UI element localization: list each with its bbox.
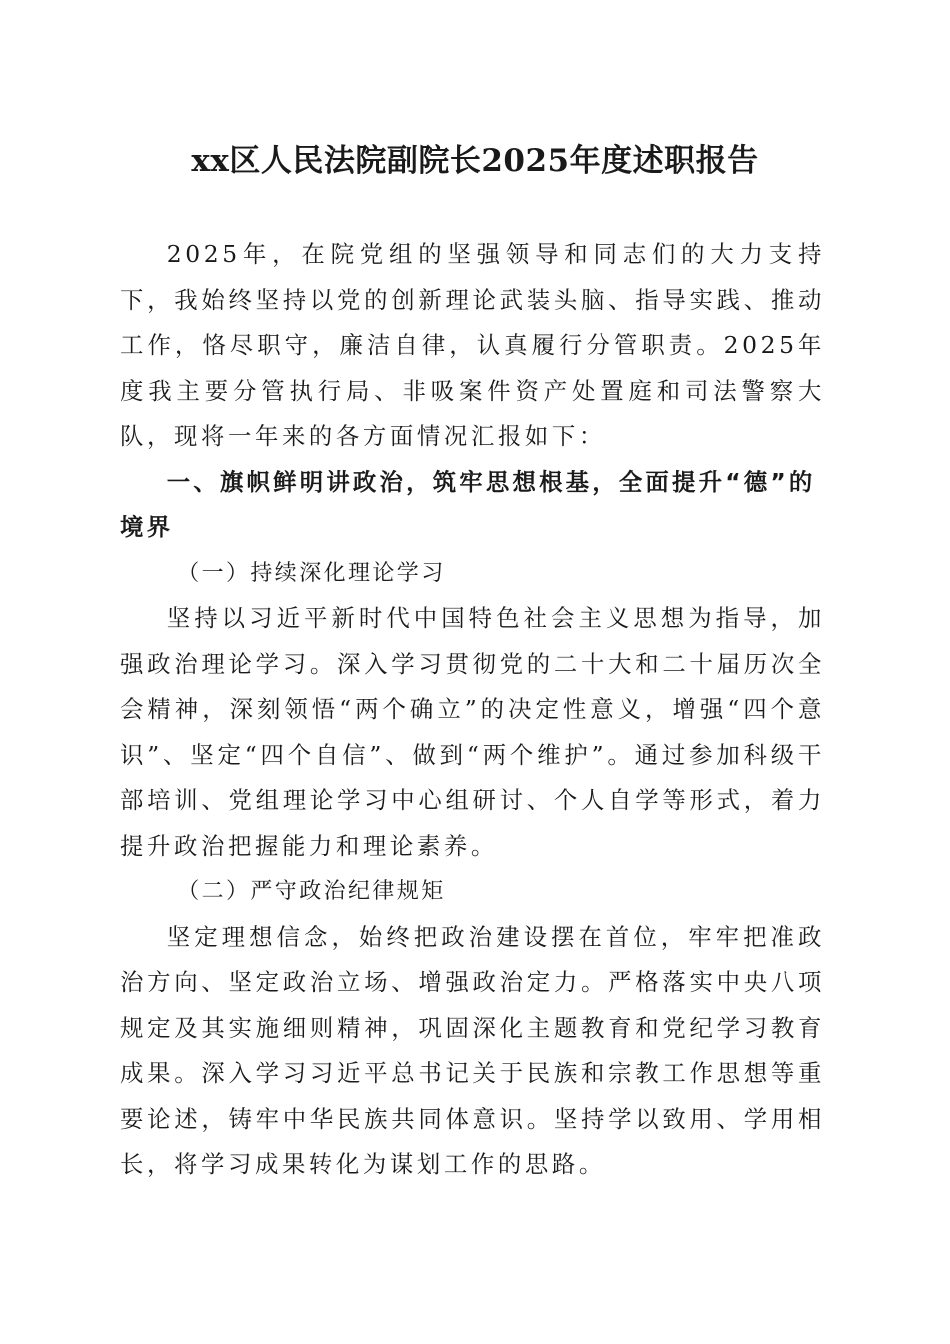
subsection-1-paragraph: 坚持以习近平新时代中国特色社会主义思想为指导，加强政治理论学习。深入学习贯彻党的二十大和二十届历次全会精神，深刻领悟“两个确立”的决定性意义，增强“四个意识”、坚定“四个自信”、做到“两个维护”。通过参加科级干部培训、党组理论学习中心组研讨、个人自学等形式，着力提升政治把握能力和理论素养。 bbox=[120, 604, 825, 860]
document-body bbox=[120, 232, 825, 1188]
section-1-heading: 一、旗帜鲜明讲政治，筑牢思想根基，全面提升“德”的境界 bbox=[120, 467, 816, 541]
subsection-1-heading: （一）持续深化理论学习 bbox=[177, 560, 446, 586]
subsection-2-paragraph: 坚定理想信念，始终把政治建设摆在首位，牢牢把准政治方向、坚定政治立场、增强政治定力。严格落实中央八项规定及其实施细则精神，巩固深化主题教育和党纪学习教育成果。深入学习习近平总书记关于民族和宗教工作思想等重要论述，铸牢中华民族共同体意识。坚持学以致用、学用相长，将学习成果转化为谋划工作的思路。 bbox=[120, 922, 825, 1178]
document-title: xx区人民法院副院长2025年度述职报告 bbox=[191, 143, 759, 179]
intro-paragraph: 2025年，在院党组的坚强领导和同志们的大力支持下，我始终坚持以党的创新理论武装头脑、指导实践、推动工作，恪尽职守，廉洁自律，认真履行分管职责。2025年度我主要分管执行局、非吸案件资产处置庭和司法警察大队，现将一年来的各方面情况汇报如下： bbox=[120, 240, 825, 450]
subsection-2-heading: （二）严守政治纪律规矩 bbox=[177, 879, 446, 904]
